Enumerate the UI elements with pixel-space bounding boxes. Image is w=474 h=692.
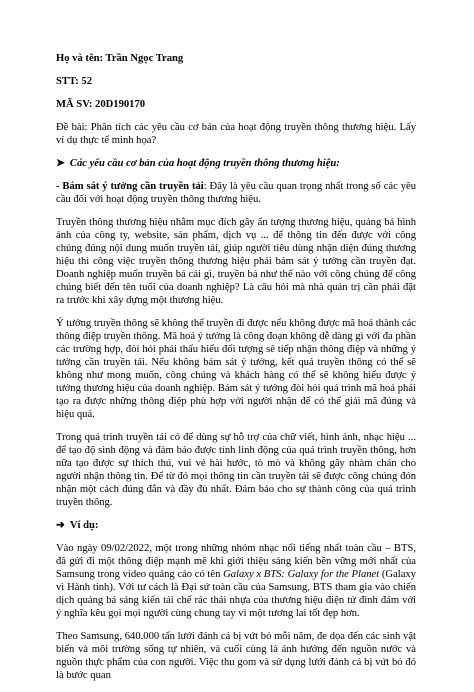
paragraph-3: Trong quá trình truyền tải có để dùng sự hỗ trợ của chữ viết, hình ảnh, nhạc hiệu ... để tạo độ sinh động và đảm bảo được tính linh động của quá trình truyền thông, hơn nữa tạo được sự thích thú, vui vẻ hài hước, tò mò và không gây nhàm chán cho người nhận thông tin. Để từ đó mọi thông tin cần truyền tải sẽ được công chúng đón nhận một cách đúng đắn và đầy đủ nhất. Đảm bảo cho sự thành công của quá trình truyền thông. bbox=[56, 432, 416, 508]
right-arrow-icon: ➜ bbox=[56, 520, 65, 531]
bullet-text: : Đây là yêu cầu quan trọng nhất trong số các yêu cầu đối với hoạt động truyền thông thương hiệu. bbox=[56, 181, 417, 205]
video-title: Galaxy x BTS: Galaxy for the Planet bbox=[223, 569, 380, 580]
student-id: MÃ SV: 20D190170 bbox=[56, 99, 146, 110]
assignment-question: Đề bài: Phân tích các yêu cầu cơ bản của hoạt động truyền thông thương hiệu. Lấy ví dụ thực tế minh họa? bbox=[56, 122, 416, 146]
paragraph-4-start: Vào ngày 09/02/2022, một trong những nhóm nhạc nổi tiếng nhất toàn cầu – BTS, đã gửi đi một thông điệp mạnh mẽ khi giới thiệu sáng kiến bền vững mới nhất của Samsung trong video quảng cáo có tên bbox=[56, 543, 416, 580]
paragraph-4 bbox=[56, 542, 416, 620]
document-body bbox=[56, 52, 416, 692]
example-heading-text: Ví dụ: bbox=[69, 520, 99, 531]
arrow-icon: ➤ bbox=[56, 158, 65, 169]
section-heading bbox=[56, 157, 416, 170]
student-number: STT: 52 bbox=[56, 76, 93, 87]
paragraph-2: Ý tưởng truyền thông sẽ không thể truyền đi được nếu không được mã hoá thành các thông điệp truyền thông. Mã hoá ý tưởng là công đoạn không dễ dàng gì với đa phần các trường hợp, đòi hỏi phải thấu hiểu đối tượng sẽ tiếp nhận thông điệp và những ý tưởng cần truyền tải. Nếu không bám sát ý tưởng, kết quả truyền thông có thể sẽ không như mong muốn, công chúng và khách hàng có thể sẽ không hiểu được ý tưởng thương hiệu của doanh nghiệp. Bám sát ý tưởng đòi hỏi quá trình mã hoá phải tạo ra được những thông điệp phù hợp với người nhận để có thể giải mã đúng và hiệu quả. bbox=[56, 318, 417, 420]
section-heading-text: Các yếu cầu cơ bản của hoạt động truyền thông thương hiệu: bbox=[69, 158, 340, 169]
paragraph-5: Theo Samsung, 640.000 tấn lưới đánh cá bị vứt bỏ mỗi năm, đe dọa đến các sinh vật biển và môi trường sống tự nhiên, và cuối cùng là ảnh hưởng đến nguồn nước và nguồn thực phẩm của con người. Việc thu gom và sử dụng lưới đánh cá bị vứt bỏ đó là bước quan bbox=[56, 631, 416, 681]
bullet-paragraph bbox=[56, 180, 416, 206]
bullet-label: - Bám sát ý tưởng cần truyền tải bbox=[56, 181, 204, 192]
example-heading bbox=[56, 519, 416, 532]
student-name: Họ và tên: Trần Ngọc Trang bbox=[56, 53, 184, 64]
paragraph-4-end: (Galaxy vì Hành tinh). Với tư cách là Đại sứ toàn cầu của Samsung, BTS tham gia vào chiến dịch quảng bá sáng kiến tái chế rác thải nhựa của thương hiệu điện tử đình đám với ý nghĩa kêu gọi mọi người cùng chung tay vì một tương lai tốt đẹp hơn. bbox=[56, 569, 416, 619]
paragraph-1: Truyền thông thương hiệu nhằm mục đích gây ấn tượng thương hiệu, quảng bá hình ảnh của công ty, website, sản phẩm, dịch vụ ... để thông tin đến được với công chúng đúng nội dung muốn truyền tải, giúp người tiêu dùng nhận diện đúng thương hiệu thì công việc truyền thông thương hiệu phải bám sát ý tưởng cần truyền đạt. Doanh nghiệp muốn truyền bá cái gì, truyền bá như thế nào với công chúng để công chúng biết đến tên tuổi của doanh nghiệp? Là câu hỏi mà nhà quản trị cần phải đặt ra trước khi xây dựng một thương hiệu. bbox=[56, 217, 416, 306]
